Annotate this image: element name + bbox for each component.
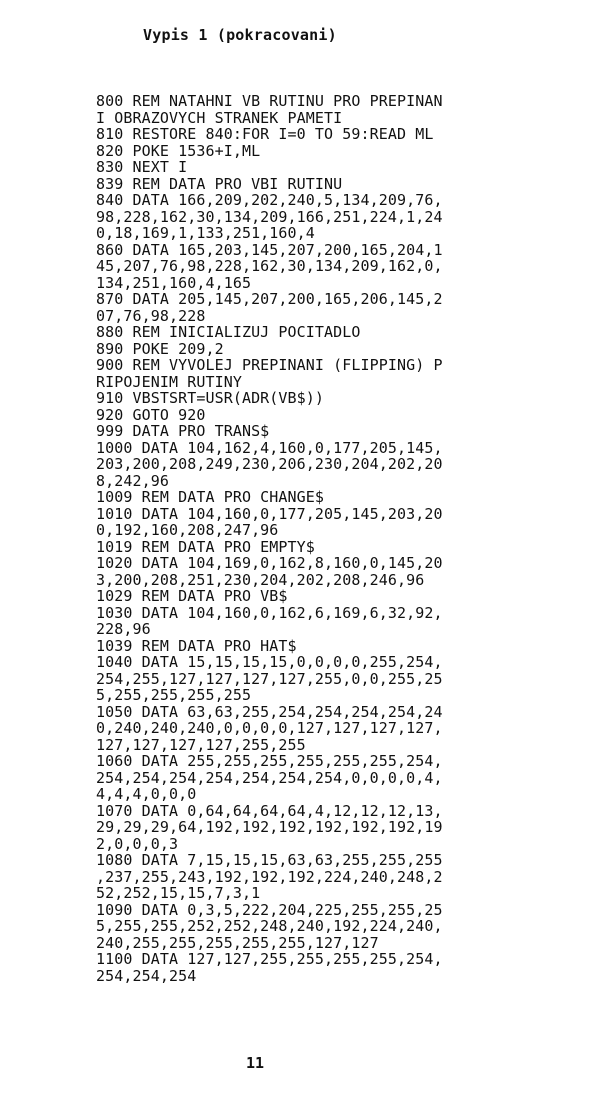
code-line: 800 REM NATAHNI VB RUTINU PRO PREPINAN [96,93,443,110]
code-line: RIPOJENIM RUTINY [96,373,242,391]
code-line: 240,255,255,255,255,255,127,127 [96,934,379,952]
code-line: 0,240,240,240,0,0,0,0,127,127,127,127, [96,720,443,737]
code-line: 890 POKE 209,2 [96,340,224,358]
code-line: I OBRAZOVYCH STRANEK PAMETI [96,109,343,127]
code-line: 1070 DATA 0,64,64,64,64,4,12,12,12,13, [96,802,443,820]
code-line: 840 DATA 166,209,202,240,5,134,209,76, [96,192,443,209]
code-line: 134,251,160,4,165 [96,274,252,292]
code-line: ,237,255,243,192,192,192,224,240,248,2 [96,868,443,886]
code-line: 52,252,15,15,7,3,1 [96,885,261,902]
code-line: 45,207,76,98,228,162,30,134,209,162,0, [96,258,443,275]
code-line: 1100 DATA 127,127,255,255,255,255,254, [96,951,443,968]
code-line: 1030 DATA 104,160,0,162,6,169,6,32,92, [96,604,443,622]
code-line: 228,96 [96,621,151,638]
code-line: 254,254,254,254,254,254,254,0,0,0,0,4, [96,769,443,787]
code-line: 5,255,255,255,255 [96,687,252,704]
code-line: 2,0,0,0,3 [96,835,179,853]
code-line: 254,254,254 [96,967,197,985]
code-line: 860 DATA 165,203,145,207,200,165,204,1 [96,241,443,259]
code-line: 1060 DATA 255,255,255,255,255,255,254, [96,753,443,770]
code-line: 999 DATA PRO TRANS$ [96,423,270,440]
code-line: 8,242,96 [96,472,169,490]
code-line: 254,255,127,127,127,127,255,0,0,255,25 [96,670,443,688]
code-line: 127,127,127,127,255,255 [96,736,306,754]
code-line: 1000 DATA 104,162,4,160,0,177,205,145, [96,439,443,457]
code-line: 4,4,4,0,0,0 [96,786,197,803]
code-line: 1020 DATA 104,169,0,162,8,160,0,145,20 [96,555,443,572]
code-line: 1010 DATA 104,160,0,177,205,145,203,20 [96,505,443,523]
code-line: 1090 DATA 0,3,5,222,204,225,255,255,25 [96,901,443,919]
code-line: 3,200,208,251,230,204,202,208,246,96 [96,571,425,589]
code-line: 820 POKE 1536+I,ML [96,142,261,160]
code-line: 870 DATA 205,145,207,200,165,206,145,2 [96,291,443,308]
code-line: 203,200,208,249,230,206,230,204,202,20 [96,456,443,473]
code-line: 830 NEXT I [96,159,188,176]
basic-program-listing [96,94,443,985]
code-line: 5,255,255,252,252,248,240,192,224,240, [96,918,443,935]
code-line: 880 REM INICIALIZUJ POCITADLO [96,324,361,341]
code-line: 1029 REM DATA PRO VB$ [96,588,288,605]
code-line: 1039 REM DATA PRO HAT$ [96,637,297,655]
code-line: 1009 REM DATA PRO CHANGE$ [96,489,325,506]
code-line: 29,29,29,64,192,192,192,192,192,192,19 [96,819,443,836]
code-line: 910 VBSTSRT=USR(ADR(VB$)) [96,390,325,407]
code-line: 0,18,169,1,133,251,160,4 [96,225,315,242]
code-line: 0,192,160,208,247,96 [96,522,279,539]
code-line: 1050 DATA 63,63,255,254,254,254,254,24 [96,703,443,721]
code-line: 900 REM VYVOLEJ PREPINANI (FLIPPING) P [96,357,443,374]
code-line: 1019 REM DATA PRO EMPTY$ [96,538,315,556]
code-line: 920 GOTO 920 [96,406,206,424]
page-heading: Vypis 1 (pokracovani) [143,26,337,44]
code-line: 1080 DATA 7,15,15,15,63,63,255,255,255 [96,852,443,869]
code-line: 839 REM DATA PRO VBI RUTINU [96,175,343,193]
code-line: 810 RESTORE 840:FOR I=0 TO 59:READ ML [96,126,434,143]
code-line: 1040 DATA 15,15,15,15,0,0,0,0,255,254, [96,654,443,671]
page-number: 11 [246,1054,265,1072]
code-line: 07,76,98,228 [96,307,206,325]
code-line: 98,228,162,30,134,209,166,251,224,1,24 [96,208,443,226]
